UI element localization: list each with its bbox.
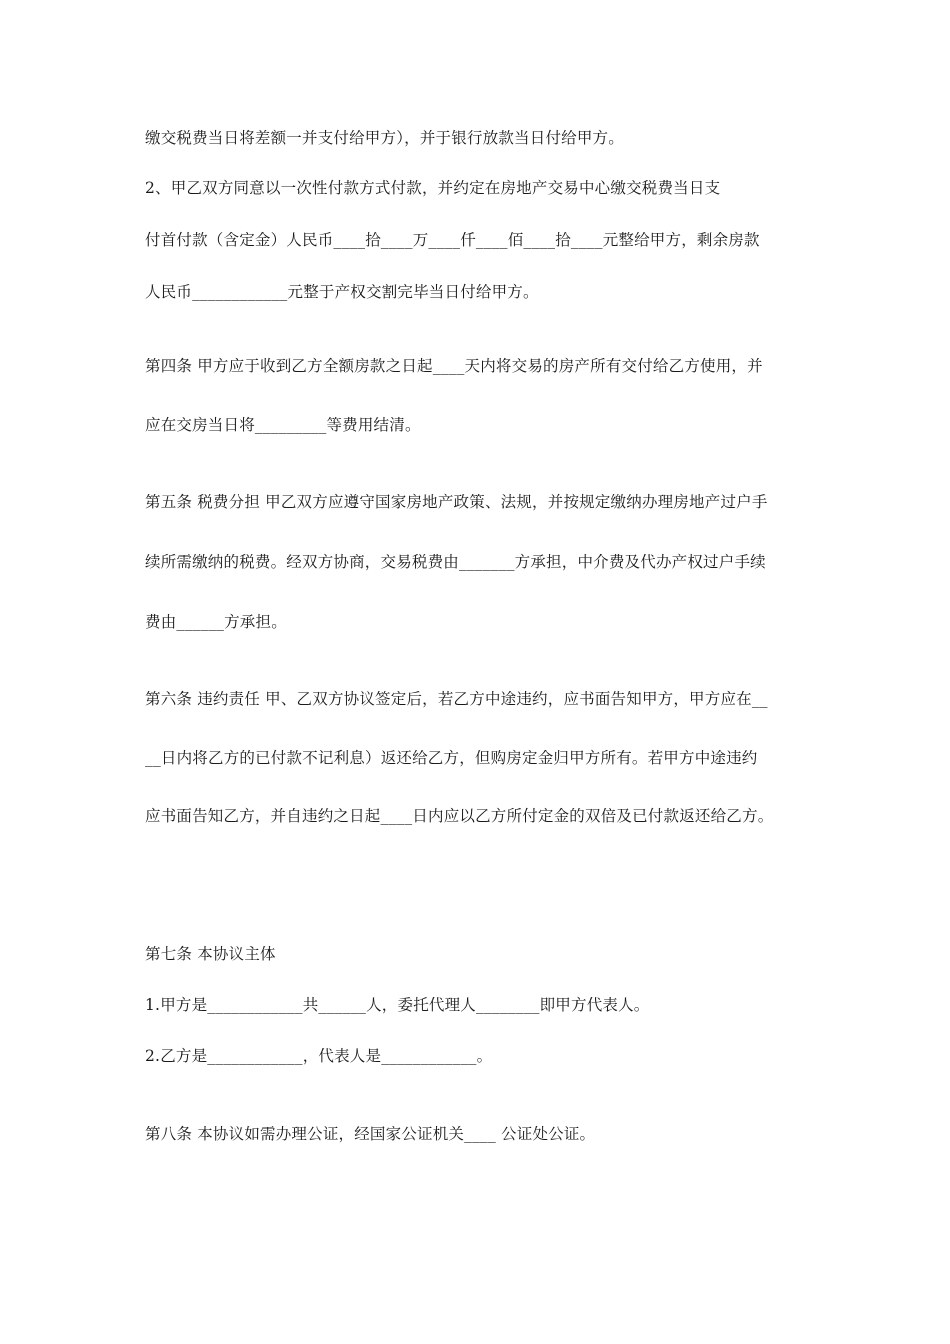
article-5-line: 第五条 税费分担 甲乙双方应遵守国家房地产政策、法规，并按规定缴纳办理房地产过户手: [145, 493, 768, 511]
article-5-line: 续所需缴纳的税费。经双方协商，交易税费由_______方承担，中介费及代办产权过户手续: [145, 553, 766, 571]
article-4-line: 第四条 甲方应于收到乙方全额房款之日起____天内将交易的房产所有交付给乙方使用，并: [145, 357, 763, 375]
paragraph-line: 人民币____________元整于产权交割完毕当日付给甲方。: [145, 283, 539, 301]
article-7-line: 2.乙方是____________，代表人是____________。: [145, 1047, 493, 1065]
article-7-line: 1.甲方是____________共______人，委托代理人________即甲方代表人。: [145, 996, 650, 1014]
article-4-line: 应在交房当日将_________等费用结清。: [145, 416, 421, 434]
paragraph-line: 付首付款（含定金）人民币____拾____万____仟____佰____拾____元整给甲方，剩余房款: [145, 231, 760, 249]
paragraph-line: 2、甲乙双方同意以一次性付款方式付款，并约定在房地产交易中心缴交税费当日支: [145, 179, 721, 197]
article-6-line: 第六条 违约责任 甲、乙双方协议签定后，若乙方中途违约，应书面告知甲方，甲方应在__: [145, 690, 768, 708]
article-7-heading: 第七条 本协议主体: [145, 945, 276, 963]
paragraph-line: 缴交税费当日将差额一并支付给甲方），并于银行放款当日付给甲方。: [145, 129, 624, 147]
article-6-line: __日内将乙方的已付款不记利息）返还给乙方，但购房定金归甲方所有。若甲方中途违约: [145, 749, 758, 767]
article-6-line: 应书面告知乙方，并自违约之日起____日内应以乙方所付定金的双倍及已付款返还给乙方。: [145, 807, 774, 825]
article-5-line: 费由______方承担。: [145, 613, 287, 631]
article-8-line: 第八条 本协议如需办理公证，经国家公证机关____ 公证处公证。: [145, 1125, 596, 1143]
